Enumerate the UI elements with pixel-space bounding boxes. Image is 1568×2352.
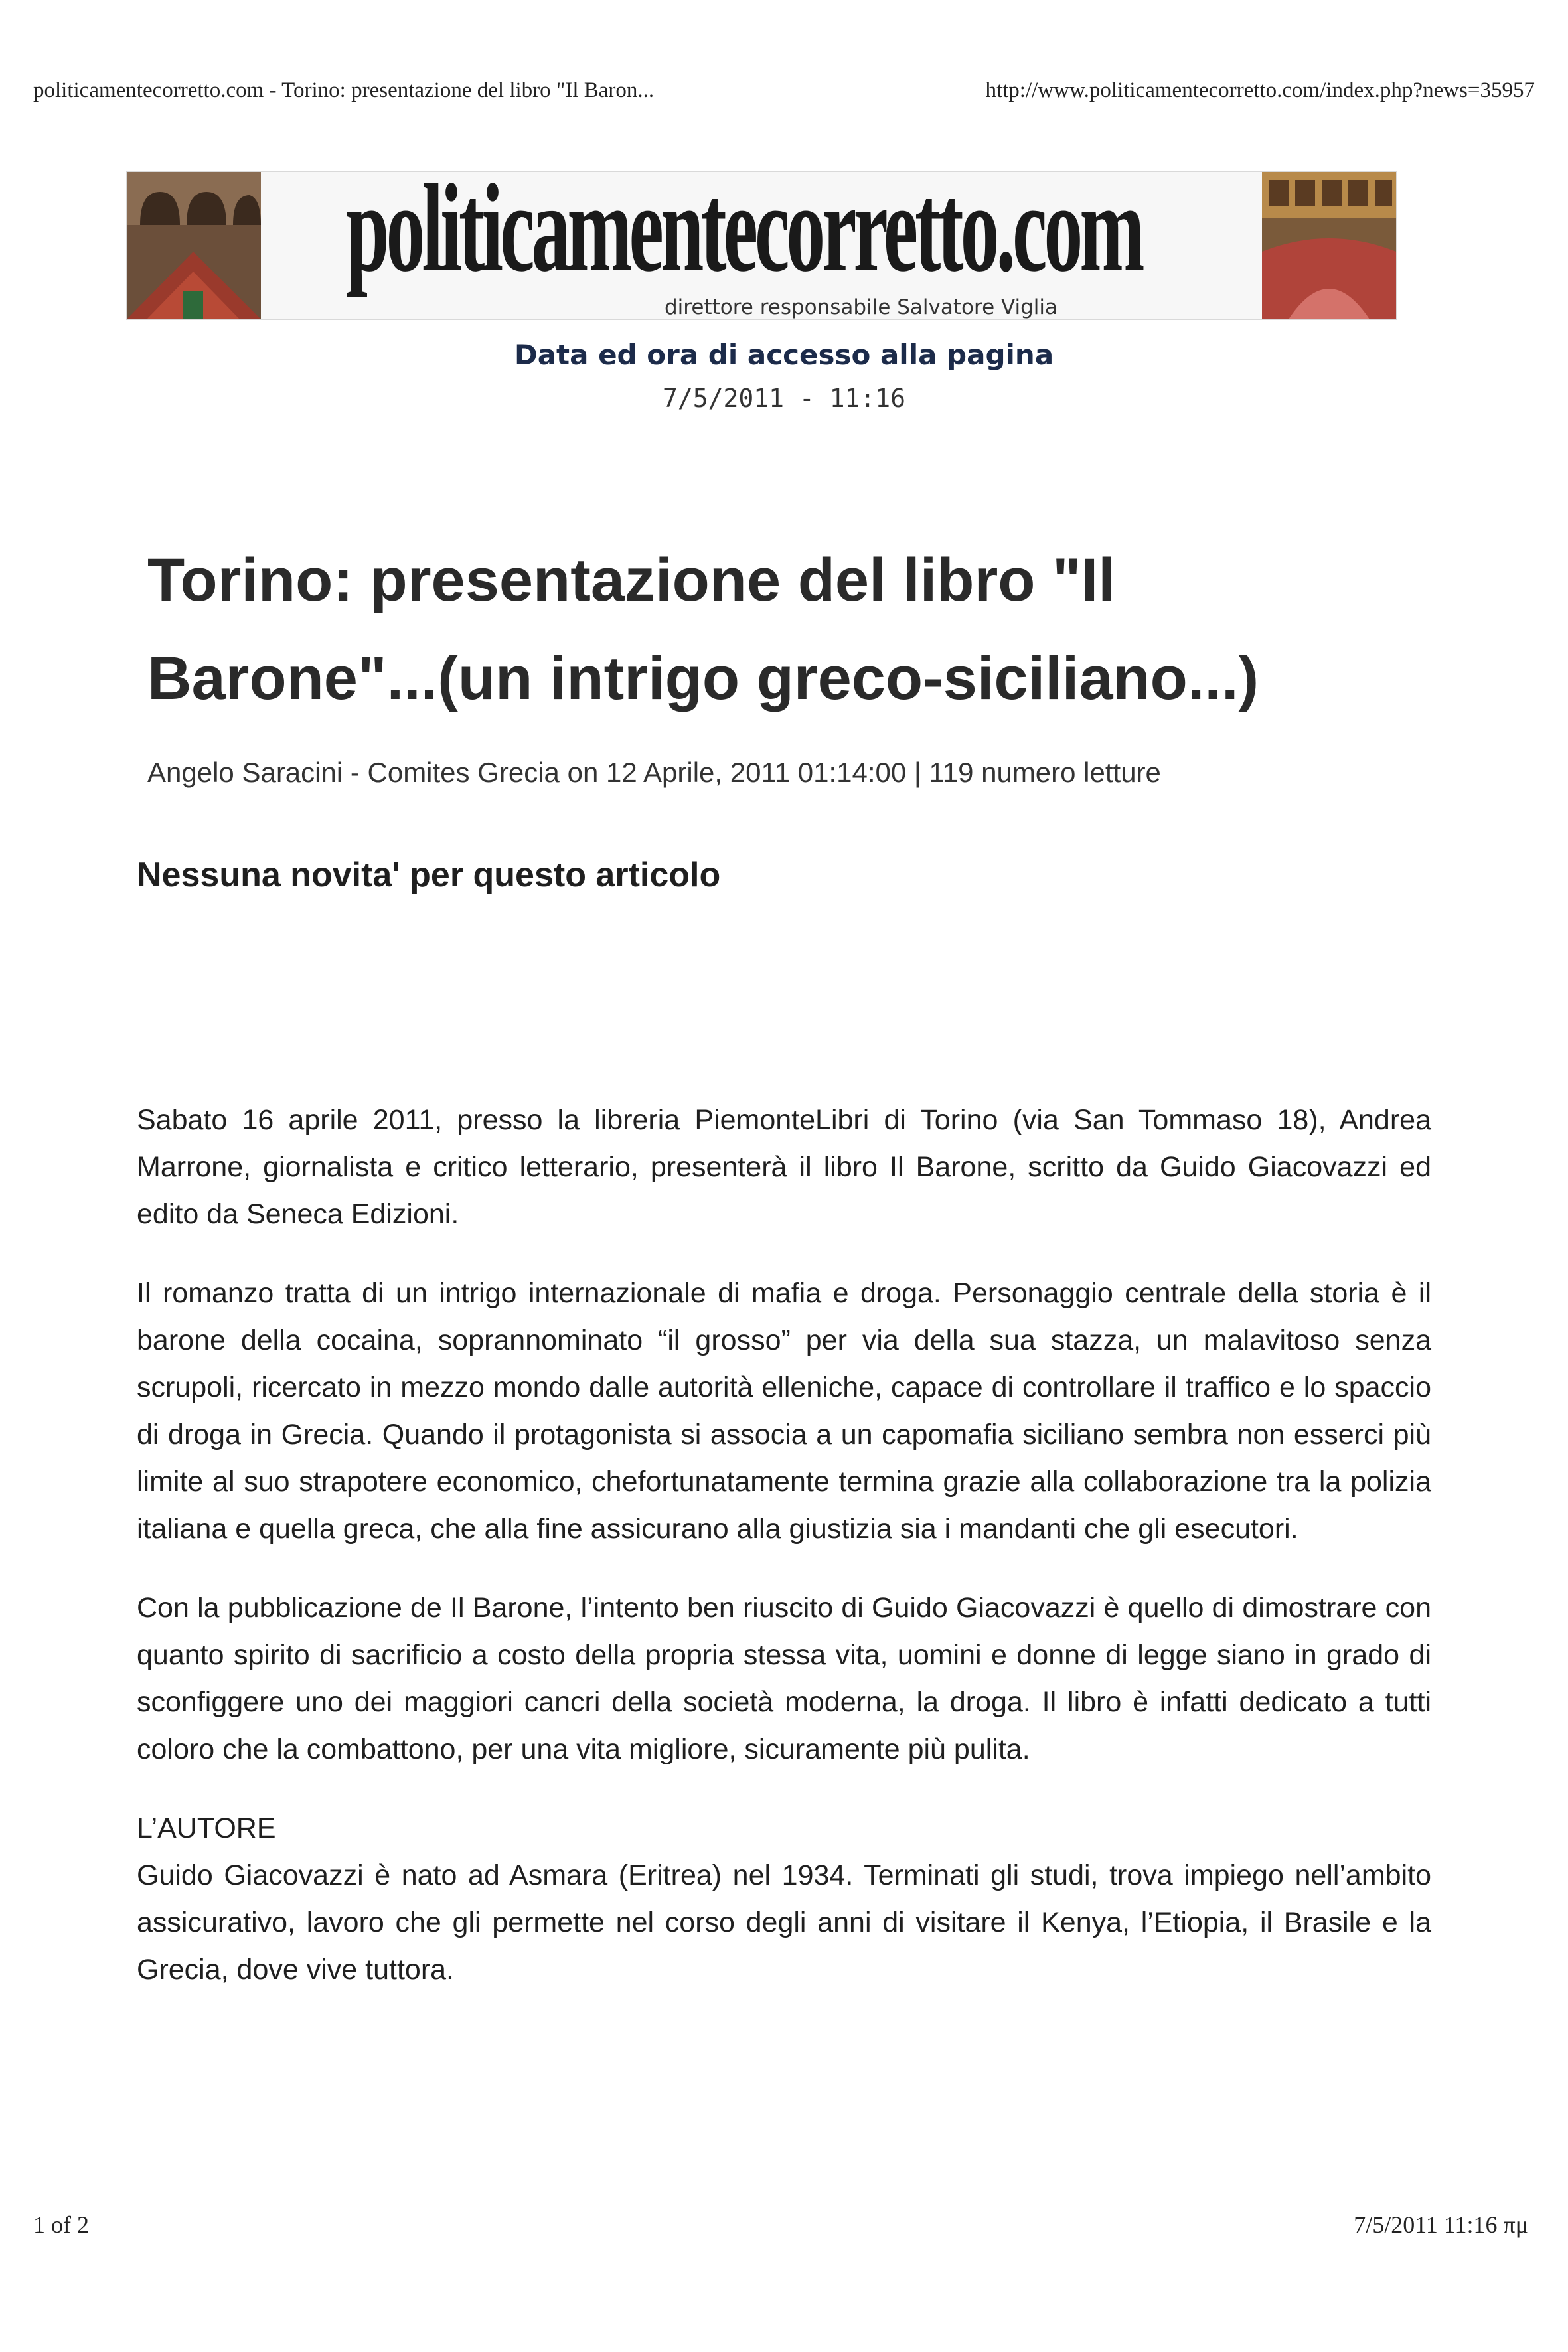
article-byline: Angelo Saracini - Comites Grecia on 12 Aprile, 2011 01:14:00 | 119 numero letture xyxy=(147,757,1161,788)
author-heading: L’AUTORE xyxy=(137,1812,276,1844)
print-header-url[interactable]: http://www.politicamentecorretto.com/index.php?news=35957 xyxy=(985,78,1535,102)
article-title[interactable] xyxy=(147,531,1442,728)
access-label: Data ed ora di accesso alla pagina xyxy=(514,339,1054,371)
body-paragraph: Sabato 16 aprile 2011, presso la libreria PiemonteLibri di Torino (via San Tommaso 18), Andrea Marrone, giornalista e critico letterario, presenterà il libro Il Barone, scritto da Guido Giacovazzi ed edito da Seneca Edizioni. xyxy=(137,1104,1431,1230)
print-header-title: politicamentecorretto.com - Torino: presentazione del libro "Il Baron... xyxy=(33,78,655,102)
parliament-chamber-image xyxy=(127,172,261,319)
no-updates-notice: Nessuna novita' per questo articolo xyxy=(137,856,721,894)
site-banner[interactable] xyxy=(126,159,1397,320)
article-title-line1: Torino: presentazione del libro "Il xyxy=(147,546,1115,614)
print-timestamp: 7/5/2011 11:16 πμ xyxy=(1354,2211,1528,2238)
site-logo: politicamentecorretto.com xyxy=(346,159,1142,298)
author-paragraph: Guido Giacovazzi è nato ad Asmara (Eritrea) nel 1934. Terminati gli studi, trova impiego nell’ambito assicurativo, lavoro che gli permette nel corso degli anni di visitare il Kenya, l’Etiopia, il Brasile e la Grecia, dove vive tuttora. xyxy=(137,1859,1431,1986)
article-body xyxy=(137,1097,1431,1994)
senate-chamber-image xyxy=(1262,172,1396,319)
body-paragraph: Il romanzo tratta di un intrigo internazionale di mafia e droga. Personaggio centrale della storia è il barone della cocaina, soprannominato “il grosso” per via della sua stazza, un malavitoso senza scrupoli, ricercato in mezzo mondo dalle autorità elleniche, capace di controllare il traffico e lo spaccio di droga in Grecia. Quando il protagonista si associa a un capomafia siciliano sembra non esserci più limite al suo strapotere economico, chefortunatamente termina grazie alla collaborazione tra la polizia italiana e quella greca, che alla fine assicurano alla giustizia sia i mandanti che gli esecutori. xyxy=(137,1277,1431,1545)
body-paragraph: Con la pubblicazione de Il Barone, l’intento ben riuscito di Guido Giacovazzi è quello di dimostrare con quanto spirito di sacrificio a costo della propria stessa vita, uomini e donne di legge siano in grado di sconfiggere uno dei maggiori cancri della società moderna, la droga. Il libro è infatti dedicato a tutti coloro che la combattono, per una vita migliore, sicuramente più pulita. xyxy=(137,1592,1431,1765)
page-number: 1 of 2 xyxy=(33,2211,89,2238)
director-caption: direttore responsabile Salvatore Viglia xyxy=(665,295,1058,319)
article-title-line2: Barone"...(un intrigo greco-siciliano...) xyxy=(147,645,1259,712)
access-datetime: 7/5/2011 - 11:16 xyxy=(662,384,906,413)
